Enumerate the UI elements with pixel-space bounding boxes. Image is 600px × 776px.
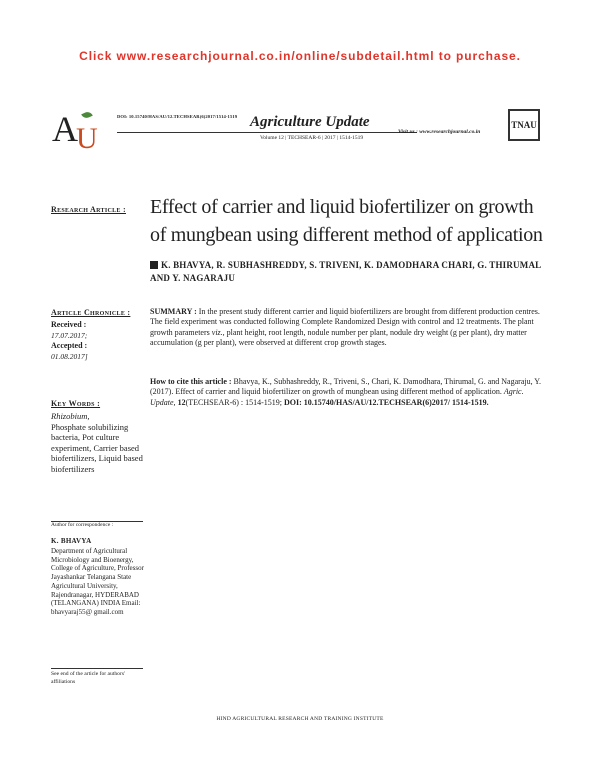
leaf-icon — [81, 110, 93, 120]
cite-doi[interactable]: DOI: 10.15740/HAS/AU/12.TECHSEAR(6)2017/ 1514-1519. — [284, 397, 489, 407]
square-bullet-icon — [150, 261, 158, 269]
affiliation-divider — [51, 668, 143, 669]
correspondence-name: K. BHAVYA — [51, 537, 92, 545]
visit-link[interactable]: Visit us : www.researchjournal.co.in — [398, 129, 481, 135]
doi-header: DOI: 10.15740/HAS/AU/12.TECHSEAR(6)2017/1514-1519 — [117, 114, 238, 119]
publisher-footer: HIND AGRICULTURAL RESEARCH AND TRAINING INSTITUTE — [216, 716, 384, 722]
section-label: Research Article : — [51, 205, 126, 214]
summary-text-1: In the present study different carrier and liquid biofertilizers are brought from different production centres. The field experiment was conducted following Complete Randomized Design with control and 12 treatments. The plant growth parameters — [150, 307, 540, 337]
purchase-banner-link[interactable]: Click www.researchjournal.co.in/online/subdetail.html to purchase. — [79, 49, 521, 63]
cite-volume: 12 — [175, 397, 186, 407]
header-divider — [117, 132, 417, 133]
correspondence-address: Department of Agricultural Microbiology and Bioenergy, College of Agriculture, Professor Jayashankar Telangana State Agricultural University, Rajendranagar, HYDERABAD (TELANGANA) INDIA Email: bhavyaraj55@ gmail.com — [51, 547, 144, 616]
institute-logo: TNAU — [508, 109, 540, 141]
keywords-rest: Phosphate solubilizing bacteria, Pot culture experiment, Carrier based biofertilizers, Liquid based biofertilizers — [51, 421, 143, 474]
keywords-label: Key Words : — [51, 399, 101, 408]
summary-label: SUMMARY : — [150, 307, 197, 316]
keywords-list — [51, 411, 143, 474]
keyword-rhizobium: Rhizobium, — [51, 411, 90, 421]
journal-title: Agriculture Update — [250, 114, 370, 130]
correspondence-label: Author for correspondence : — [51, 522, 114, 528]
chronicle-label: Article Chronicle : — [51, 308, 131, 317]
cite-text-2: (TECHSEAR-6) : 1514-1519; — [185, 397, 284, 407]
volume-info: Volume 12 | TECHSEAR-6 | 2017 | 1514-1519 — [260, 135, 364, 141]
cite-label: How to cite this article : — [150, 377, 232, 386]
received-label: Received : — [51, 320, 87, 329]
authors-text: K. BHAVYA, R. SUBHASHREDDY, S. TRIVENI, K. DAMODHARA CHARI, G. THIRUMAL AND Y. NAGARAJU — [150, 260, 541, 283]
logo-letter-u: U — [76, 122, 98, 155]
summary-paragraph — [150, 307, 550, 349]
accepted-label: Accepted : — [51, 341, 88, 350]
logo-letter-a: A — [52, 109, 78, 149]
summary-text-2: plant height, root length, nodule number per plant, nodule dry weight (g per plant), dry matter accumulation (g per plant), were observed at different crop growth stages. — [150, 327, 527, 348]
accepted-date: 01.08.2017] — [51, 352, 88, 361]
agriculture-update-logo — [52, 108, 110, 156]
cite-text-1: Bhavya, K., Subhashreddy, R., Triveni, S., Chari, K. Damodhara, Thirumal, G. and Nagaraju, Y. (2017). Effect of carrier and liquid biofertilizer on growth of mungbean using different method of application. — [150, 377, 542, 397]
article-title: Effect of carrier and liquid biofertilizer on growth of mungbean using different method of application — [150, 196, 543, 246]
author-list — [150, 259, 550, 285]
summary-viz: viz., — [211, 327, 225, 337]
received-date: 17.07.2017; — [51, 331, 88, 340]
cite-journal: Agric. Update, — [150, 387, 524, 407]
see-end-note: See end of the article for authors' affiliations — [51, 671, 126, 685]
citation-paragraph — [150, 377, 550, 408]
